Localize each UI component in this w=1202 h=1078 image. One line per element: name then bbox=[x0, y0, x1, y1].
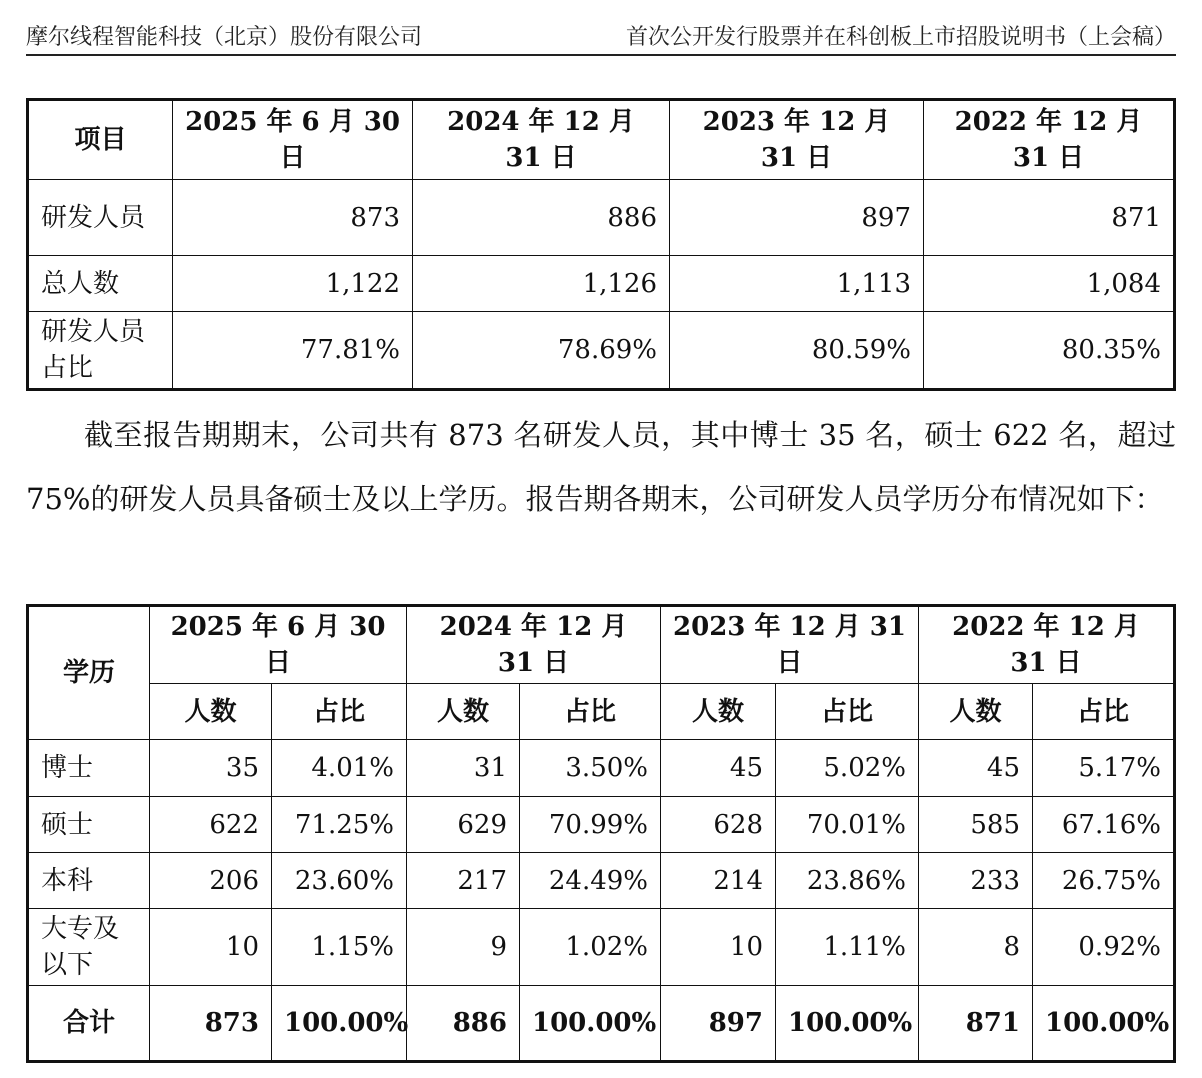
cell-value: 1,126 bbox=[413, 256, 670, 312]
cell-value: 1,113 bbox=[670, 256, 924, 312]
cell-value: 26.75% bbox=[1033, 853, 1175, 909]
subheader-cell: 占比 bbox=[520, 684, 661, 740]
cell-value: 5.02% bbox=[776, 740, 919, 797]
cell-value: 100.00% bbox=[520, 986, 661, 1062]
cell-value: 100.00% bbox=[1033, 986, 1175, 1062]
cell-value: 10 bbox=[661, 909, 776, 986]
table-row bbox=[28, 797, 1175, 853]
cell-value: 23.60% bbox=[272, 853, 407, 909]
cell-value: 897 bbox=[670, 180, 924, 256]
cell-value: 70.01% bbox=[776, 797, 919, 853]
header-cell: 学历 bbox=[28, 606, 150, 740]
cell-value: 31 bbox=[407, 740, 520, 797]
cell-value: 206 bbox=[150, 853, 272, 909]
cell-value: 100.00% bbox=[776, 986, 919, 1062]
table-subheader-row bbox=[28, 684, 1175, 740]
row-label: 合计 bbox=[28, 986, 150, 1062]
cell-value: 871 bbox=[924, 180, 1175, 256]
header-cell: 项目 bbox=[28, 100, 173, 180]
row-label: 总人数 bbox=[28, 256, 173, 312]
cell-value: 77.81% bbox=[173, 312, 413, 390]
company-name: 摩尔线程智能科技（北京）股份有限公司 bbox=[26, 25, 423, 50]
cell-value: 886 bbox=[413, 180, 670, 256]
cell-value: 217 bbox=[407, 853, 520, 909]
row-label: 研发人员占比 bbox=[28, 312, 173, 390]
cell-value: 10 bbox=[150, 909, 272, 986]
cell-value: 100.00% bbox=[272, 986, 407, 1062]
table-header-row bbox=[28, 100, 1175, 180]
subheader-cell: 占比 bbox=[272, 684, 407, 740]
table-row bbox=[28, 180, 1175, 256]
cell-value: 8 bbox=[919, 909, 1033, 986]
cell-value: 1,122 bbox=[173, 256, 413, 312]
cell-value: 1.15% bbox=[272, 909, 407, 986]
subheader-cell: 人数 bbox=[661, 684, 776, 740]
cell-value: 78.69% bbox=[413, 312, 670, 390]
subheader-cell: 占比 bbox=[1033, 684, 1175, 740]
cell-value: 9 bbox=[407, 909, 520, 986]
row-label: 研发人员 bbox=[28, 180, 173, 256]
rd-staff-table bbox=[26, 98, 1176, 391]
cell-value: 897 bbox=[661, 986, 776, 1062]
cell-value: 1,084 bbox=[924, 256, 1175, 312]
cell-value: 873 bbox=[173, 180, 413, 256]
cell-value: 45 bbox=[919, 740, 1033, 797]
cell-value: 628 bbox=[661, 797, 776, 853]
cell-value: 233 bbox=[919, 853, 1033, 909]
cell-value: 70.99% bbox=[520, 797, 661, 853]
subheader-cell: 人数 bbox=[919, 684, 1033, 740]
table-header-row bbox=[28, 606, 1175, 684]
header-cell: 2022 年 12 月 31 日 bbox=[924, 100, 1175, 180]
cell-value: 1.02% bbox=[520, 909, 661, 986]
cell-value: 214 bbox=[661, 853, 776, 909]
cell-value: 871 bbox=[919, 986, 1033, 1062]
row-label: 大专及以下 bbox=[28, 909, 150, 986]
cell-value: 67.16% bbox=[1033, 797, 1175, 853]
cell-value: 1.11% bbox=[776, 909, 919, 986]
cell-value: 24.49% bbox=[520, 853, 661, 909]
total-row bbox=[28, 986, 1175, 1062]
education-distribution-table bbox=[26, 604, 1176, 1063]
cell-value: 886 bbox=[407, 986, 520, 1062]
header-cell: 2025 年 6 月 30 日 bbox=[173, 100, 413, 180]
subheader-cell: 人数 bbox=[407, 684, 520, 740]
cell-value: 629 bbox=[407, 797, 520, 853]
cell-value: 873 bbox=[150, 986, 272, 1062]
row-label: 博士 bbox=[28, 740, 150, 797]
cell-value: 71.25% bbox=[272, 797, 407, 853]
page-header bbox=[26, 16, 1176, 56]
cell-value: 23.86% bbox=[776, 853, 919, 909]
cell-value: 4.01% bbox=[272, 740, 407, 797]
period-header: 2024 年 12 月 31 日 bbox=[407, 606, 661, 684]
row-label: 硕士 bbox=[28, 797, 150, 853]
cell-value: 622 bbox=[150, 797, 272, 853]
body-paragraph bbox=[26, 403, 1176, 531]
cell-value: 80.35% bbox=[924, 312, 1175, 390]
table-row bbox=[28, 312, 1175, 390]
cell-value: 0.92% bbox=[1033, 909, 1175, 986]
table-row bbox=[28, 909, 1175, 986]
period-header: 2022 年 12 月 31 日 bbox=[919, 606, 1175, 684]
paragraph-text: 截至报告期期末，公司共有 873 名研发人员，其中博士 35 名，硕士 622 名，超过 75%的研发人员具备硕士及以上学历。报告期各期末，公司研发人员学历分布情况如下： bbox=[26, 418, 1176, 516]
header-cell: 2023 年 12 月 31 日 bbox=[670, 100, 924, 180]
document-title: 首次公开发行股票并在科创板上市招股说明书（上会稿） bbox=[625, 25, 1176, 50]
table-row bbox=[28, 853, 1175, 909]
subheader-cell: 占比 bbox=[776, 684, 919, 740]
subheader-cell: 人数 bbox=[150, 684, 272, 740]
cell-value: 3.50% bbox=[520, 740, 661, 797]
cell-value: 585 bbox=[919, 797, 1033, 853]
cell-value: 80.59% bbox=[670, 312, 924, 390]
header-cell: 2024 年 12 月 31 日 bbox=[413, 100, 670, 180]
cell-value: 35 bbox=[150, 740, 272, 797]
period-header: 2023 年 12 月 31 日 bbox=[661, 606, 919, 684]
row-label: 本科 bbox=[28, 853, 150, 909]
cell-value: 45 bbox=[661, 740, 776, 797]
table-row bbox=[28, 256, 1175, 312]
cell-value: 5.17% bbox=[1033, 740, 1175, 797]
table-row bbox=[28, 740, 1175, 797]
period-header: 2025 年 6 月 30 日 bbox=[150, 606, 407, 684]
